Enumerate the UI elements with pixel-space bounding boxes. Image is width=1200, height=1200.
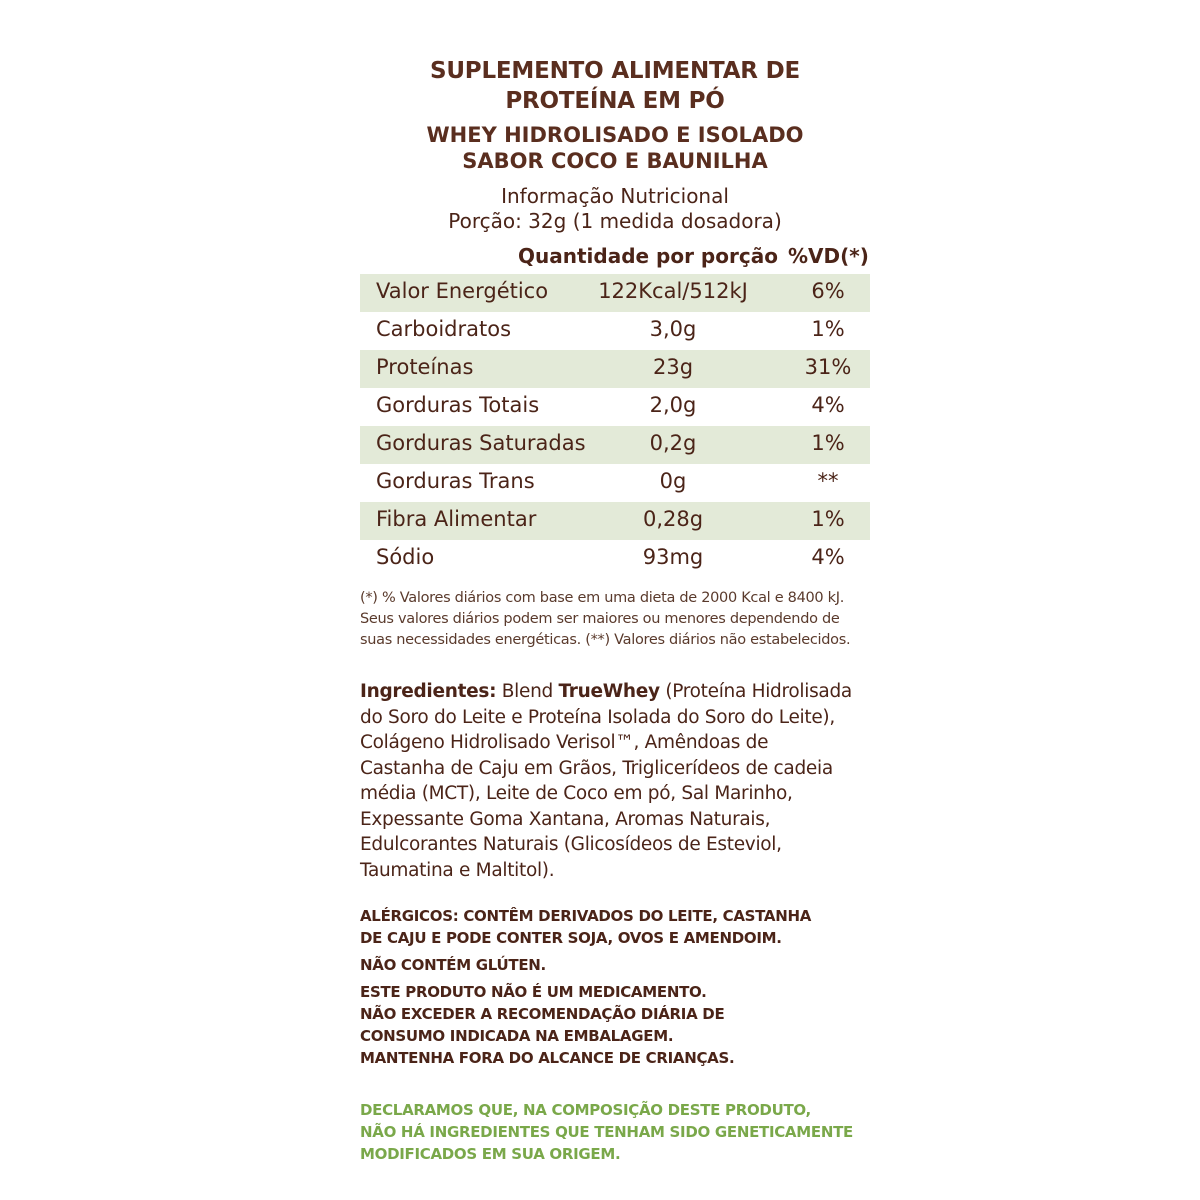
nutrient-quantity: 122Kcal/512kJ [598, 279, 748, 303]
gluten-notice [360, 954, 870, 976]
warning-line: ESTE PRODUTO NÃO É UM MEDICAMENTO. [360, 983, 707, 1001]
ingredients-line: Edulcorantes Naturais (Glicosídeos de Esteviol, [360, 834, 782, 855]
portion-size: Porção: 32g (1 medida dosadora) [448, 209, 782, 233]
nutrient-quantity: 0g [659, 469, 687, 493]
nutrition-info-header [360, 184, 870, 234]
nutrient-name: Valor Energético [376, 279, 549, 303]
nutrient-daily-value: 1% [811, 317, 845, 341]
title-line-1: SUPLEMENTO ALIMENTAR DE [429, 58, 801, 84]
ingredients-line: Colágeno Hidrolisado Verisol™, Amêndoas de [360, 732, 769, 753]
title-line-2: PROTEÍNA EM PÓ [505, 88, 725, 114]
nutrient-daily-value: ** [817, 469, 839, 493]
table-row [360, 426, 870, 464]
footnote-line: (*) % Valores diários com base em uma dieta de 2000 Kcal e 8400 kJ. [360, 590, 845, 606]
medication-warning [360, 981, 870, 1069]
ingredients-line: Taumatina e Maltitol). [360, 859, 555, 881]
nutrient-quantity: 23g [652, 355, 694, 379]
nutrition-table-header [360, 240, 870, 272]
allergens-warning [360, 905, 870, 949]
gmo-line: NÃO HÁ INGREDIENTES QUE TENHAM SIDO GENETICAMENTE [360, 1123, 853, 1141]
nutrient-name: Sódio [376, 545, 435, 569]
nutrient-name: Gorduras Trans [376, 469, 535, 493]
table-row [360, 274, 870, 312]
table-row [360, 388, 870, 426]
nutrient-daily-value: 1% [811, 507, 845, 531]
product-title [360, 56, 870, 116]
ingredients-text: (Proteína Hidrolisada [659, 681, 852, 702]
footnote-line: Seus valores diários podem ser maiores ou menores dependendo de [360, 611, 840, 627]
subtitle-line-1: WHEY HIDROLISADO E ISOLADO [426, 123, 804, 147]
nutrient-name: Gorduras Totais [376, 393, 540, 417]
subtitle-line-2: SABOR COCO E BAUNILHA [462, 149, 768, 173]
warning-line: MANTENHA FORA DO ALCANCE DE CRIANÇAS. [360, 1049, 735, 1067]
ingredients-line: Castanha de Caju em Grãos, Triglicerídeos de cadeia [360, 757, 833, 779]
nutrient-name: Gorduras Saturadas [376, 431, 586, 455]
table-row [360, 312, 870, 350]
gmo-line: MODIFICADOS EM SUA ORIGEM. [360, 1145, 621, 1163]
ingredients-blend: Blend [496, 681, 559, 702]
ingredients-line: Expessante Goma Xantana, Aromas Naturais, [360, 808, 771, 830]
ingredients-list [360, 679, 870, 883]
daily-value-footnote [360, 588, 870, 651]
nutrient-daily-value: 6% [811, 279, 845, 303]
ingredients-line: média (MCT), Leite de Coco em pó, Sal Marinho, [360, 783, 793, 804]
column-daily-value: %VD(*) [788, 244, 869, 268]
allergens-line: DE CAJU E PODE CONTER SOJA, OVOS E AMENDOIM. [360, 929, 782, 947]
nutrient-name: Fibra Alimentar [376, 507, 537, 531]
nutrient-daily-value: 4% [811, 545, 845, 569]
nutrient-daily-value: 31% [804, 355, 852, 379]
ingredients-line [360, 679, 870, 705]
nutrient-quantity: 0,2g [649, 431, 697, 455]
nutrition-heading: Informação Nutricional [501, 184, 729, 208]
nutrient-name: Carboidratos [376, 317, 512, 341]
warning-line: CONSUMO INDICADA NA EMBALAGEM. [360, 1027, 674, 1045]
allergens-line: ALÉRGICOS: CONTÊM DERIVADOS DO LEITE, CASTANHA [360, 907, 812, 925]
nutrient-quantity: 3,0g [649, 317, 697, 341]
product-subtitle [360, 122, 870, 174]
nutrient-quantity: 0,28g [642, 507, 704, 531]
nutrient-name: Proteínas [376, 355, 474, 379]
warning-line: NÃO EXCEDER A RECOMENDAÇÃO DIÁRIA DE [360, 1005, 725, 1023]
gluten-line: NÃO CONTÉM GLÚTEN. [360, 956, 546, 974]
table-row [360, 464, 870, 502]
gmo-line: DECLARAMOS QUE, NA COMPOSIÇÃO DESTE PRODUTO, [360, 1101, 811, 1119]
table-row [360, 350, 870, 388]
gmo-declaration [360, 1099, 870, 1165]
column-quantity: Quantidade por porção [518, 244, 778, 268]
nutrient-daily-value: 1% [811, 431, 845, 455]
ingredients-label: Ingredientes: [360, 681, 497, 702]
table-row [360, 502, 870, 540]
nutrient-daily-value: 4% [811, 393, 845, 417]
nutrition-table [360, 274, 870, 578]
ingredients-brand: TrueWhey [558, 681, 660, 702]
nutrient-quantity: 2,0g [649, 393, 697, 417]
ingredients-line: do Soro do Leite e Proteína Isolada do Soro do Leite), [360, 706, 835, 728]
product-label [360, 56, 870, 1165]
table-row [360, 540, 870, 578]
nutrient-quantity: 93mg [642, 545, 704, 569]
footnote-line: suas necessidades energéticas. (**) Valores diários não estabelecidos. [360, 632, 851, 648]
